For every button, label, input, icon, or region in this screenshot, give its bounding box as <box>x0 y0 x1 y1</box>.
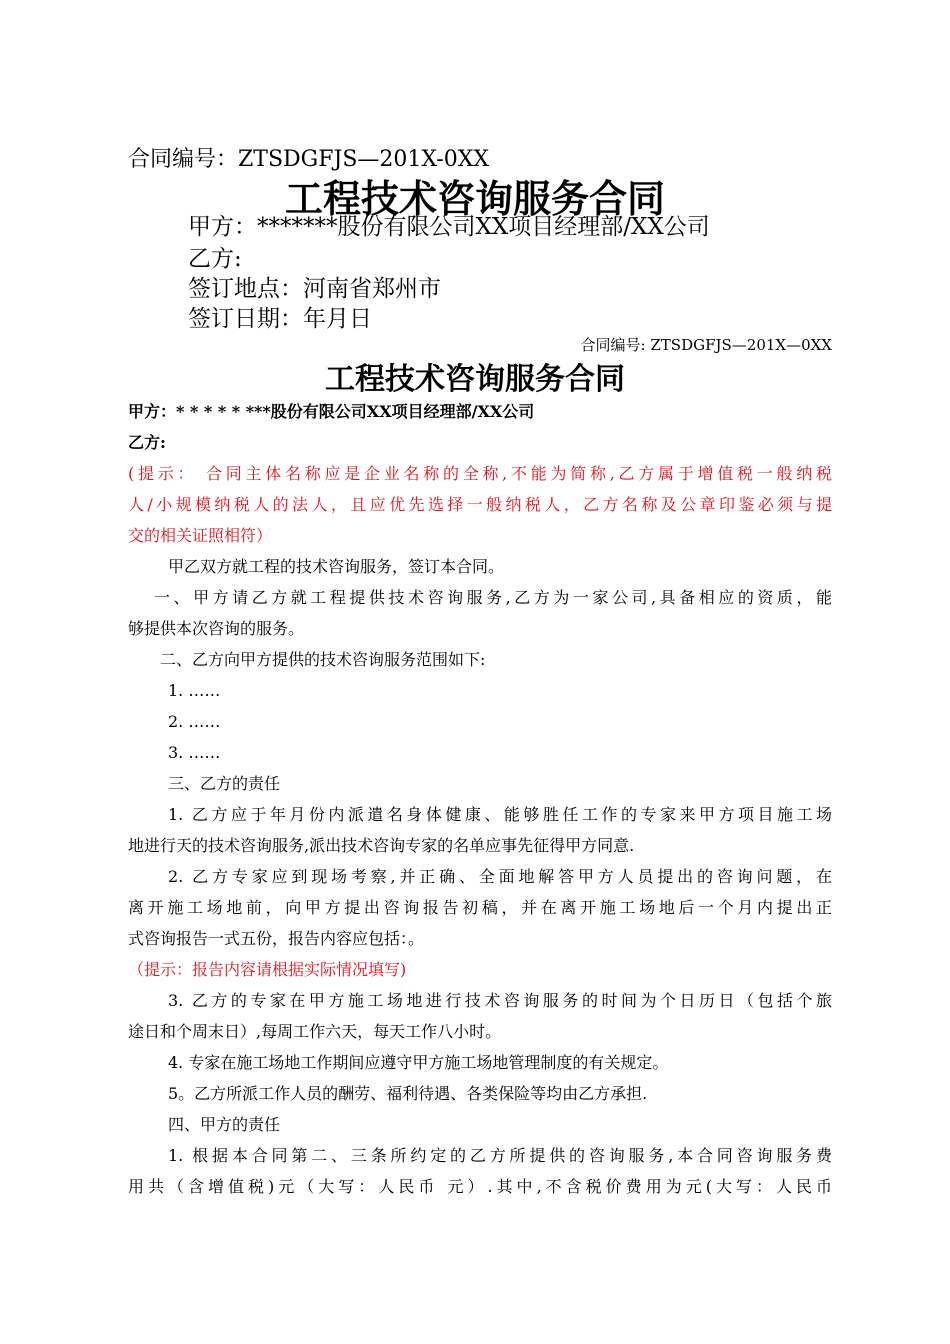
contract-number: 合同编号: ZTSDGFJS—201X—0XX <box>580 336 832 354</box>
paragraph-line: 途日和个周末日）,每周工作六天，每天工作八小时。 <box>128 1022 502 1041</box>
paragraph-line: 一、甲方请乙方就工程提供技术咨询服务,乙方为一家公司,具备相应的资质，能 <box>154 588 832 607</box>
list-item: 3. …… <box>168 743 221 762</box>
cover-signing-place: 签订地点：河南省郑州市 <box>188 276 441 302</box>
paragraph-line: 5。乙方所派工作人员的酬劳、福利待遇、各类保险等均由乙方承担. <box>168 1084 648 1103</box>
paragraph-line: 地进行天的技术咨询服务,派出技术咨询专家的名单应事先征得甲方同意. <box>128 836 635 855</box>
paragraph-line: 2. 乙方专家应到现场考察,并正确、全面地解答甲方人员提出的咨询问题，在 <box>168 867 832 886</box>
cover-title: 工程技术咨询服务合同 <box>284 177 665 221</box>
paragraph-line: 式咨询报告一式五份，报告内容应包括：。 <box>128 929 425 948</box>
section-heading: 三、乙方的责任 <box>168 774 281 793</box>
contract-title: 工程技术咨询服务合同 <box>325 362 625 397</box>
hint-line: 交的相关证照相符） <box>128 526 273 545</box>
paragraph-line: 够提供本次咨询的服务。 <box>128 619 305 638</box>
section-heading: 二、乙方向甲方提供的技术咨询服务范围如下: <box>160 650 486 669</box>
paragraph-line: 离开施工场地前，向甲方提出咨询报告初稿，并在离开施工场地后一个月内提出正 <box>128 898 832 917</box>
paragraph-line: 用共（含增值税)元（大写：人民币 元）.其中,不含税价费用为元(大写：人民币 <box>128 1177 832 1196</box>
hint-line: (提示： 合同主体名称应是企业名称的全称,不能为简称,乙方属于增值税一般纳税 <box>128 464 832 483</box>
list-item: 2. …… <box>168 712 221 731</box>
hint-line: （提示：报告内容请根据实际情况填写) <box>128 960 407 979</box>
section-heading: 四、甲方的责任 <box>168 1115 281 1134</box>
paragraph-line: 1. 乙方应于年月份内派遣名身体健康、能够胜任工作的专家来甲方项目施工场 <box>168 805 832 824</box>
paragraph-line: 3. 乙方的专家在甲方施工场地进行技术咨询服务的时间为个日历日（包括个旅 <box>168 991 832 1010</box>
paragraph-line: 1. 根据本合同第二、三条所约定的乙方所提供的咨询服务,本合同咨询服务费 <box>168 1146 832 1165</box>
paragraph-line: 甲乙双方就工程的技术咨询服务，签订本合同。 <box>168 557 505 576</box>
party-b-line: 乙方: <box>128 433 166 452</box>
contract-body <box>128 396 832 1202</box>
cover-party-b: 乙方: <box>188 246 242 272</box>
party-a-line: 甲方：* * * * * ***股份有限公司XX项目经理部/XX公司 <box>128 402 535 421</box>
list-item: 1. …… <box>168 681 221 700</box>
cover-contract-number: 合同编号：ZTSDGFJS—201X-0XX <box>128 147 490 172</box>
hint-line: 人/小规模纳税人的法人，且应优先选择一般纳税人，乙方名称及公章印鉴必须与提 <box>128 495 832 514</box>
cover-signing-date: 签订日期：年月日 <box>188 306 372 332</box>
cover-party-a: 甲方：*******股份有限公司XX项目经理部/XX公司 <box>188 214 710 240</box>
paragraph-line: 4. 专家在施工场地工作期间应遵守甲方施工场地管理制度的有关规定。 <box>168 1053 669 1072</box>
